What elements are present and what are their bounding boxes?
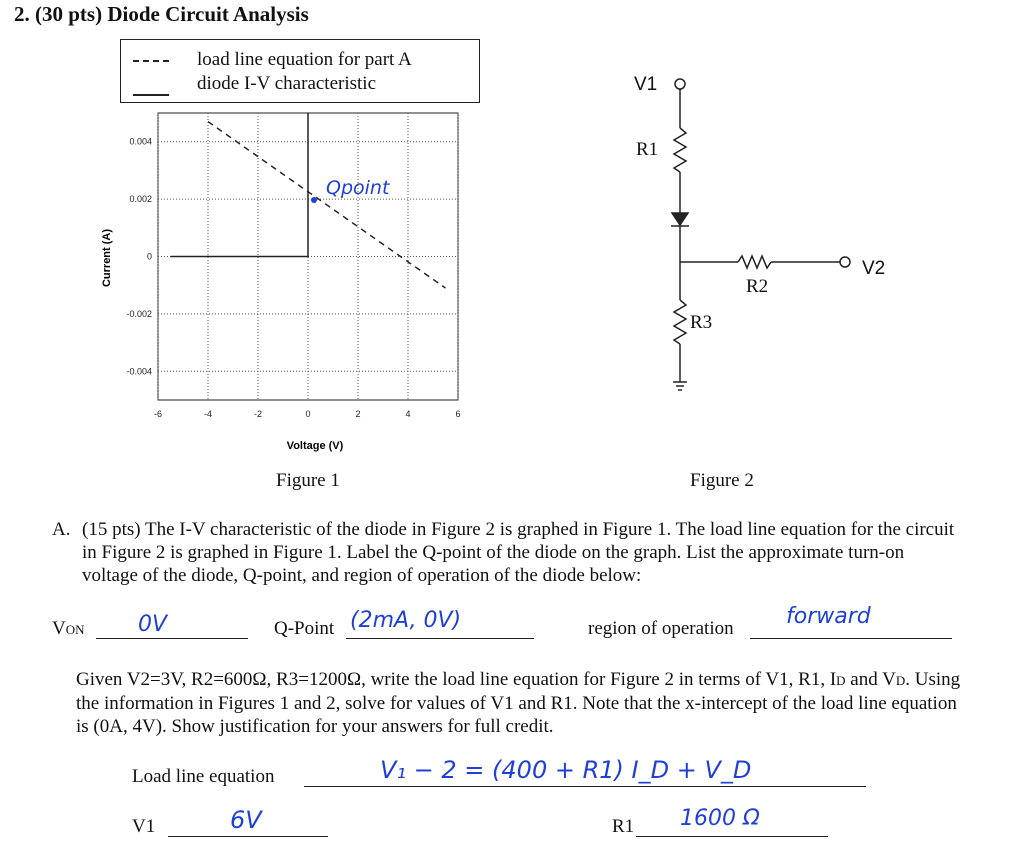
- v1-answer[interactable]: 6V: [230, 806, 262, 834]
- x-tick-label: 4: [405, 409, 411, 419]
- qpoint-answer[interactable]: (2mA, 0V): [350, 608, 462, 633]
- x-tick-label: -6: [153, 409, 163, 419]
- problem-title: 2. (30 pts) Diode Circuit Analysis: [14, 2, 309, 26]
- qpoint-label: Q-Point: [274, 618, 335, 639]
- region-blank: [750, 638, 952, 639]
- r1-answer[interactable]: 1600 Ω: [680, 806, 760, 831]
- r3-resistor: [674, 300, 686, 344]
- v2-label: V2: [862, 258, 886, 279]
- load-line-answer[interactable]: V₁ − 2 = (400 + R1) I_D + V_D: [380, 756, 752, 784]
- x-tick-label: 6: [455, 409, 461, 419]
- v1-blank: [168, 836, 328, 837]
- legend-dashed-label: load line equation for part A: [197, 49, 412, 70]
- r1-blank: [636, 836, 828, 837]
- legend-solid-label: diode I-V characteristic: [197, 73, 377, 94]
- x-tick-label: -2: [253, 409, 263, 419]
- x-tick-label: 2: [355, 409, 361, 419]
- r2-resistor: [738, 256, 771, 268]
- figure1-caption: Figure 1: [276, 470, 340, 491]
- von-label: [52, 618, 85, 640]
- r1-answer-label: R1: [612, 816, 635, 837]
- given-text-2: and V: [845, 669, 896, 690]
- given-text: Given V2=3V, R2=600Ω, R3=1200Ω, write the load line equation for Figure 2 in terms of V1, R1, I: [76, 669, 837, 690]
- x-axis-label: Voltage (V): [286, 440, 344, 452]
- von-label-v: V: [52, 618, 66, 639]
- circuit-diagram: [0, 0, 1024, 420]
- v1-answer-label: V1: [132, 816, 156, 837]
- region-label: region of operation: [588, 618, 734, 639]
- given-sub-vd: D: [895, 673, 906, 688]
- figure2-caption: Figure 2: [690, 470, 754, 491]
- y-tick-label: -0.004: [126, 366, 152, 377]
- r1-resistor: [674, 128, 686, 172]
- y-tick-label: 0.002: [129, 194, 152, 205]
- qpoint-annotation: Qpoint: [326, 177, 390, 199]
- part-a-question: (15 pts) The I-V characteristic of the diode in Figure 2 is graphed in Figure 1. The load line equation for the circuit in Figure 2 is graphed in Figure 1. Label the Q-point of the diode on the graph. List the approximate turn-on voltage of the diode, Q-point, and region of operation of the diode below:: [82, 519, 955, 586]
- v2-terminal: [840, 257, 850, 267]
- region-answer[interactable]: forward: [786, 604, 871, 629]
- v1-label: V1: [634, 74, 658, 95]
- r3-label: R3: [690, 312, 713, 333]
- y-tick-label: 0: [146, 251, 152, 262]
- r1-label: R1: [636, 139, 659, 160]
- given-text-3: . Using the information in Figures 1 and 2, solve for values of V1 and R1. Note that the x-intercept of the load line equation is (0A, 4V). Show justification for your answers for full credit.: [76, 669, 961, 737]
- y-axis-label: Current (A): [101, 228, 113, 288]
- load-line-blank: [304, 786, 866, 787]
- y-tick-label: -0.002: [126, 308, 152, 319]
- von-answer[interactable]: 0V: [138, 612, 168, 637]
- load-line-label: Load line equation: [132, 766, 275, 787]
- x-tick-label: -4: [203, 409, 213, 419]
- part-a-label: A.: [52, 519, 71, 540]
- diode-symbol: [672, 213, 688, 225]
- qpoint-blank: [346, 638, 534, 639]
- v1-terminal: [675, 79, 685, 89]
- y-tick-label: 0.004: [129, 136, 152, 147]
- given-sub-id: D: [836, 673, 846, 688]
- x-tick-label: 0: [305, 409, 311, 419]
- r2-label: R2: [746, 276, 769, 297]
- von-blank: [96, 638, 248, 639]
- von-label-sub: ON: [65, 622, 85, 637]
- given-paragraph: [76, 668, 966, 738]
